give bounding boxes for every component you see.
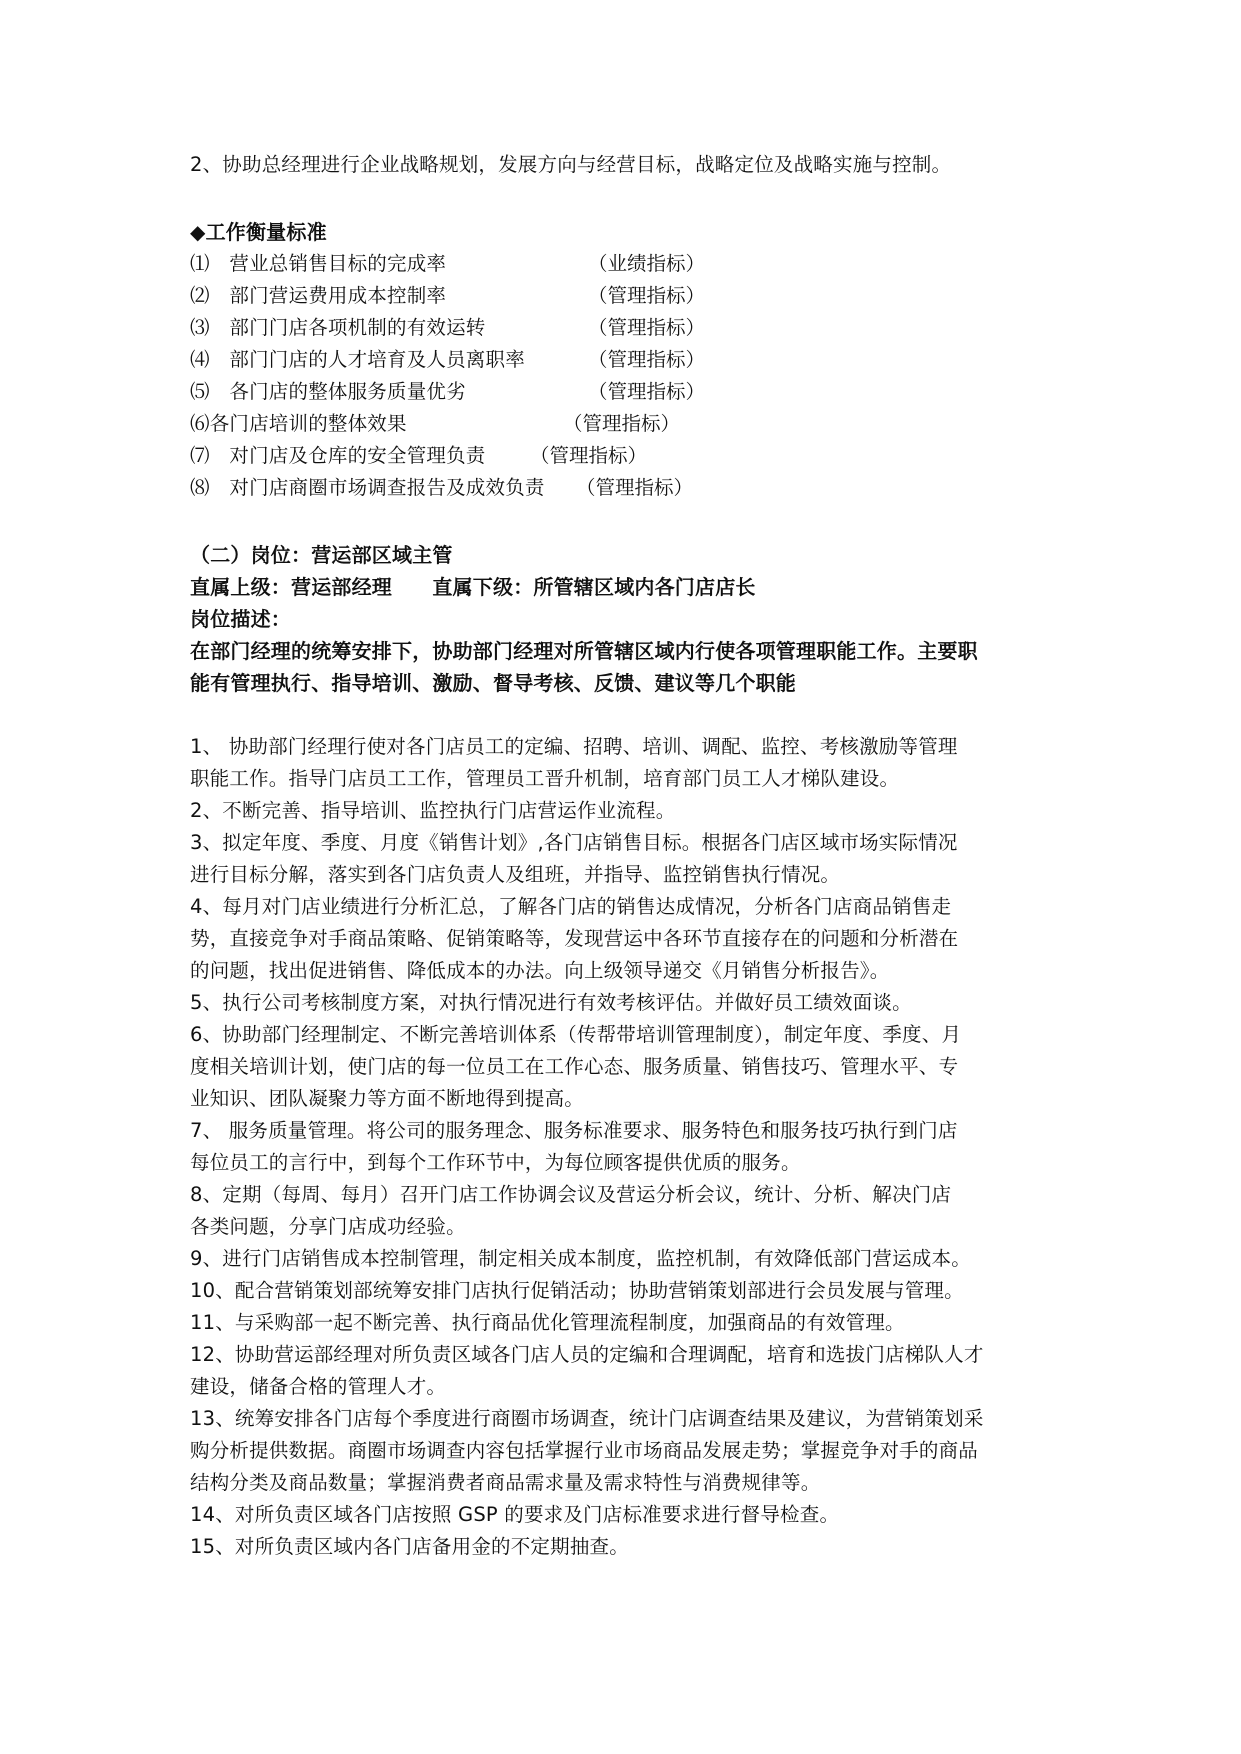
standard-tag-8: （管理指标） (576, 476, 694, 499)
duty-line: 13、统筹安排各门店每个季度进行商圈市场调查，统计门店调查结果及建议，为营销策划采 (190, 1407, 984, 1430)
standard-item-8: ⑻ 对门店商圈市场调查报告及成效负责 (190, 476, 545, 499)
position-desc-line-2: 能有管理执行、指导培训、激励、督导考核、反馈、建议等几个职能 (190, 671, 796, 695)
duty-line: 7、 服务质量管理。将公司的服务理念、服务标准要求、服务特色和服务技巧执行到门店 (190, 1119, 958, 1142)
standard-tag-4: （管理指标） (588, 348, 706, 371)
duty-line: 15、对所负责区域内各门店备用金的不定期抽查。 (190, 1535, 629, 1558)
standard-item-4: ⑷ 部门门店的人才培育及人员离职率 (190, 348, 525, 371)
duty-line: 3、拟定年度、季度、月度《销售计划》,各门店销售目标。根据各门店区域市场实际情况 (190, 831, 958, 854)
intro-item-2: 2、协助总经理进行企业战略规划，发展方向与经营目标，战略定位及战略实施与控制。 (190, 153, 952, 176)
duty-line: 进行目标分解，落实到各门店负责人及组班，并指导、监控销售执行情况。 (190, 863, 841, 886)
duty-line: 各类问题，分享门店成功经验。 (190, 1215, 466, 1238)
standard-item-7: ⑺ 对门店及仓库的安全管理负责 (190, 444, 486, 467)
standards-heading: ◆工作衡量标准 (190, 220, 327, 244)
standard-tag-2: （管理指标） (588, 284, 706, 307)
duty-line: 11、与采购部一起不断完善、执行商品优化管理流程制度，加强商品的有效管理。 (190, 1311, 905, 1334)
duty-line: 度相关培训计划，使门店的每一位员工在工作心态、服务质量、销售技巧、管理水平、专 (190, 1055, 959, 1078)
standard-item-3: ⑶ 部门门店各项机制的有效运转 (190, 316, 486, 339)
duty-line: 1、 协助部门经理行使对各门店员工的定编、招聘、培训、调配、监控、考核激励等管理 (190, 735, 958, 758)
duty-line: 势，直接竞争对手商品策略、促销策略等，发现营运中各环节直接存在的问题和分析潜在 (190, 927, 959, 950)
duty-line: 的问题，找出促进销售、降低成本的办法。向上级领导递交《月销售分析报告》。 (190, 959, 890, 982)
standard-item-2: ⑵ 部门营运费用成本控制率 (190, 284, 447, 307)
standard-tag-1: （业绩指标） (588, 252, 706, 275)
duty-line: 14、对所负责区域各门店按照 GSP 的要求及门店标准要求进行督导检查。 (190, 1503, 840, 1526)
standard-tag-3: （管理指标） (588, 316, 706, 339)
position-reporting: 直属上级：营运部经理 直属下级：所管辖区域内各门店店长 (190, 575, 756, 599)
duty-line: 12、协助营运部经理对所负责区域各门店人员的定编和合理调配，培育和选拔门店梯队人才 (190, 1343, 984, 1366)
duty-line: 6、协助部门经理制定、不断完善培训体系（传帮带培训管理制度），制定年度、季度、月 (190, 1023, 962, 1046)
standard-tag-6: （管理指标） (563, 412, 681, 435)
standard-item-1: ⑴ 营业总销售目标的完成率 (190, 252, 447, 275)
position-desc-line-1: 在部门经理的统筹安排下，协助部门经理对所管辖区域内行使各项管理职能工作。主要职 (190, 639, 978, 663)
duty-line: 4、每月对门店业绩进行分析汇总，了解各门店的销售达成情况，分析各门店商品销售走 (190, 895, 952, 918)
duty-line: 10、配合营销策划部统筹安排门店执行促销活动；协助营销策划部进行会员发展与管理。 (190, 1279, 964, 1302)
duty-line: 建设，储备合格的管理人才。 (190, 1375, 447, 1398)
duty-line: 2、不断完善、指导培训、监控执行门店营运作业流程。 (190, 799, 676, 822)
duty-line: 结构分类及商品数量；掌握消费者商品需求量及需求特性与消费规律等。 (190, 1471, 821, 1494)
duty-line: 5、执行公司考核制度方案，对执行情况进行有效考核评估。并做好员工绩效面谈。 (190, 991, 912, 1014)
standard-item-5: ⑸ 各门店的整体服务质量优劣 (190, 380, 466, 403)
standard-item-6: ⑹各门店培训的整体效果 (190, 412, 407, 435)
standard-tag-7: （管理指标） (530, 444, 648, 467)
standard-tag-5: （管理指标） (588, 380, 706, 403)
duty-line: 每位员工的言行中，到每个工作环节中，为每位顾客提供优质的服务。 (190, 1151, 801, 1174)
duty-line: 购分析提供数据。商圈市场调查内容包括掌握行业市场商品发展走势；掌握竞争对手的商品 (190, 1439, 979, 1462)
duty-line: 业知识、团队凝聚力等方面不断地得到提高。 (190, 1087, 585, 1110)
duty-line: 8、定期（每周、每月）召开门店工作协调会议及营运分析会议，统计、分析、解决门店 (190, 1183, 952, 1206)
duty-line: 职能工作。指导门店员工工作，管理员工晋升机制，培育部门员工人才梯队建设。 (190, 767, 900, 790)
position-desc-label: 岗位描述： (190, 607, 291, 631)
position-title: （二）岗位：营运部区域主管 (190, 543, 453, 567)
duty-line: 9、进行门店销售成本控制管理，制定相关成本制度，监控机制，有效降低部门营运成本。 (190, 1247, 971, 1270)
